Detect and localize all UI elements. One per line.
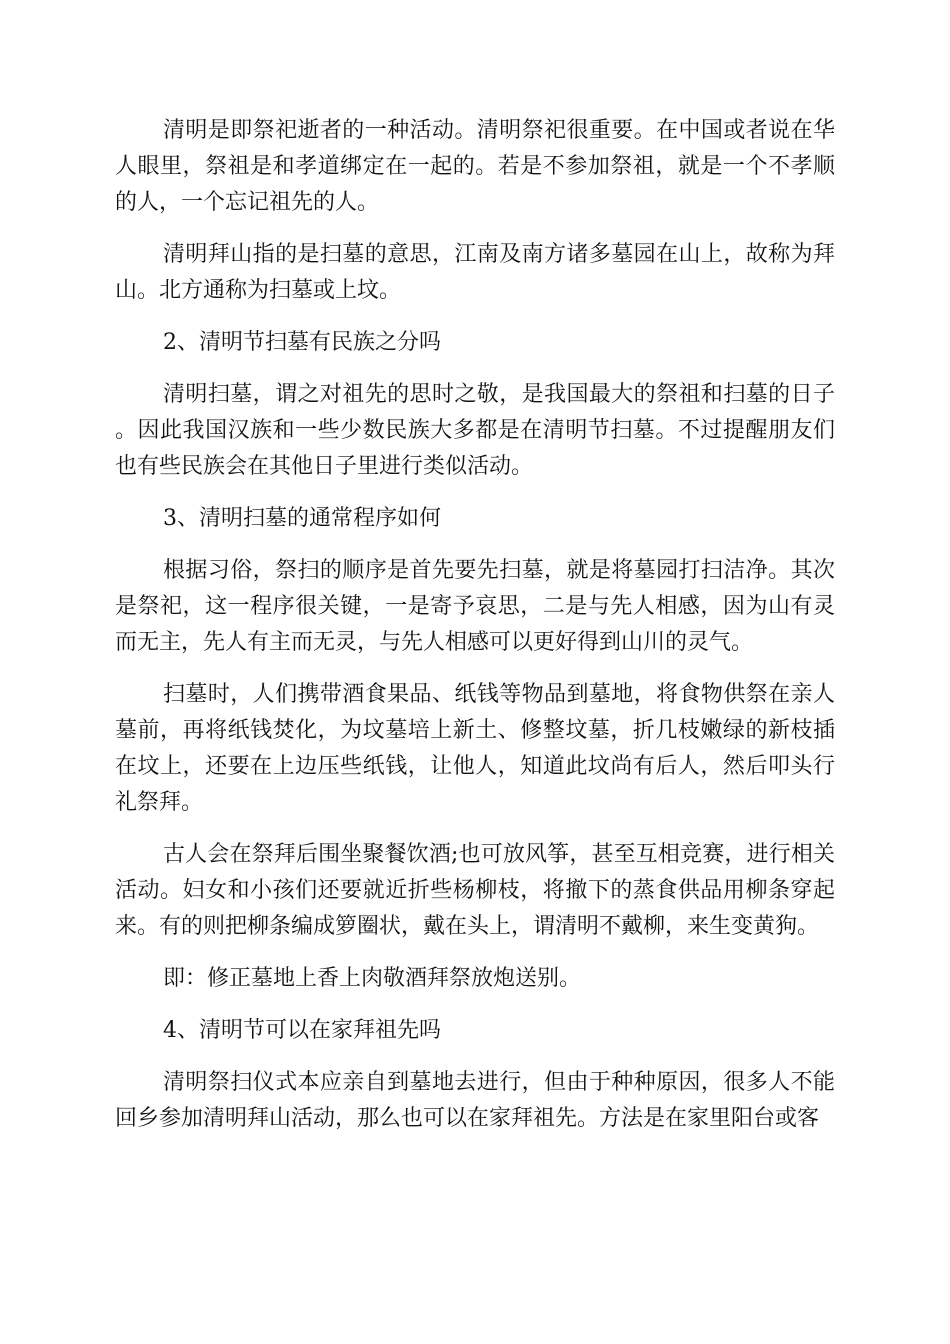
paragraph: 清明扫墓，谓之对祖先的思时之敬，是我国最大的祭祖和扫墓的日子。因此我国汉族和一些少数民族大多都是在清明节扫墓。不过提醒朋友们也有些民族会在其他日子里进行类似活动。 [115,382,835,479]
paragraph: 古人会在祭拜后围坐聚餐饮酒;也可放风筝，甚至互相竞赛，进行相关活动。妇女和小孩们还要就近折些杨柳枝，将撤下的蒸食供品用柳条穿起来。有的则把柳条编成箩圈状，戴在头上，谓清明不戴柳，来生变黄狗。 [115,842,835,939]
section-heading: 2、清明节扫墓有民族之分吗 [163,330,441,355]
paragraph: 清明是即祭祀逝者的一种活动。清明祭祀很重要。在中国或者说在华人眼里，祭祖是和孝道绑定在一起的。若是不参加祭祖，就是一个不孝顺的人，一个忘记祖先的人。 [115,118,835,215]
section-heading: 4、清明节可以在家拜祖先吗 [163,1018,441,1043]
paragraph: 根据习俗，祭扫的顺序是首先要先扫墓，就是将墓园打扫洁净。其次是祭祀，这一程序很关键，一是寄予哀思，二是与先人相感，因为山有灵而无主，先人有主而无灵，与先人相感可以更好得到山川的灵气。 [115,558,835,655]
document-body [115,113,835,1153]
paragraph: 扫墓时，人们携带酒食果品、纸钱等物品到墓地，将食物供祭在亲人墓前，再将纸钱焚化，为坟墓培上新土、修整坟墓，折几枝嫩绿的新枝插在坟上，还要在上边压些纸钱，让他人，知道此坟尚有后人，然后叩头行礼祭拜。 [115,682,835,815]
paragraph: 清明祭扫仪式本应亲自到墓地去进行，但由于种种原因，很多人不能回乡参加清明拜山活动，那么也可以在家拜祖先。方法是在家里阳台或客 [115,1070,835,1131]
paragraph: 清明拜山指的是扫墓的意思，江南及南方诸多墓园在山上，故称为拜山。北方通称为扫墓或上坟。 [115,242,835,303]
section-heading: 3、清明扫墓的通常程序如何 [163,506,441,531]
paragraph: 即：修正墓地上香上肉敬酒拜祭放炮送别。 [163,966,582,991]
